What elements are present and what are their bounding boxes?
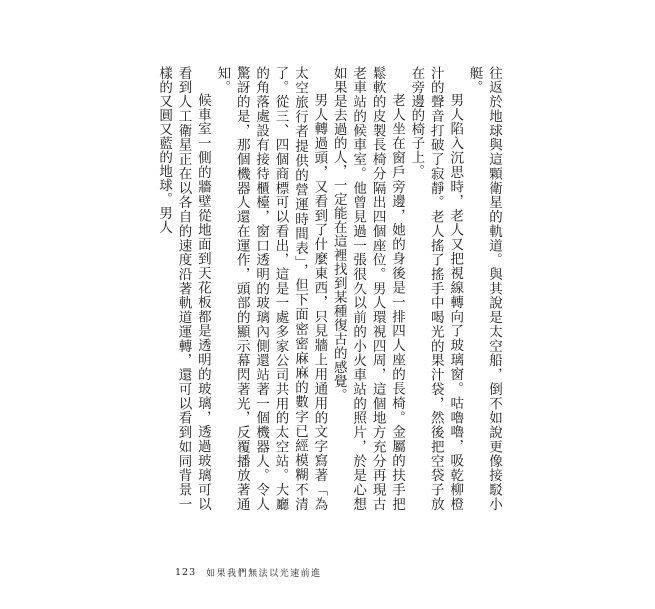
running-title: 如果我們無法以光速前進 [206,568,322,579]
page-footer [175,565,322,579]
paragraph: 男人陷入沉思時，老人又把視線轉向了玻璃窗。咕嚕嚕，吸乾柳橙汁的聲音打破了寂靜。老人搖了搖手中喝光的果汁袋，然後把空袋子放在旁邊的椅子上。 [408,66,464,511]
paragraph: 候車室一側的牆壁從地面到天花板都是透明的玻璃，透過玻璃可以看到人工衛星正在以各自的速度沿著軌道運轉，還可以看到如同背景一樣的又圓又藍的地球。男人 [156,66,211,511]
paragraph: 往返於地球與這顆衛星的軌道。與其說是太空船，倒不如說更像接駁小艇。 [466,66,502,511]
vertical-text-body [156,66,503,511]
paragraph: 老人坐在窗戶旁邊，她的身後是一排四人座的長椅。金屬的扶手把鬆軟的皮製長椅分隔出四個座位。男人環視四周，這個地方充分再現古老車站的候車室。他曾見過一張很久以前的小火車站的照片，於是心想如果是去過的人，一定能在這裡找到某種復古的感覺。 [330,66,405,511]
page-number: 123 [175,566,197,578]
paragraph: 男人轉過頭，又看到了什麼東西，只見牆上用通用的文字寫著「為太空旅行者提供的營運時間表」，但下面密密麻麻的數字已經模糊不清了。從三、四個商標可以看出，這是一處多家公司共用的太空站。大廳的角落處設有接待櫃檯，窗口透明的玻璃內側還站著一個機器人。令人驚訝的是，那個機器人還在運作，頭部的顯示幕閃著光，反覆播放著通知。 [214,66,328,511]
